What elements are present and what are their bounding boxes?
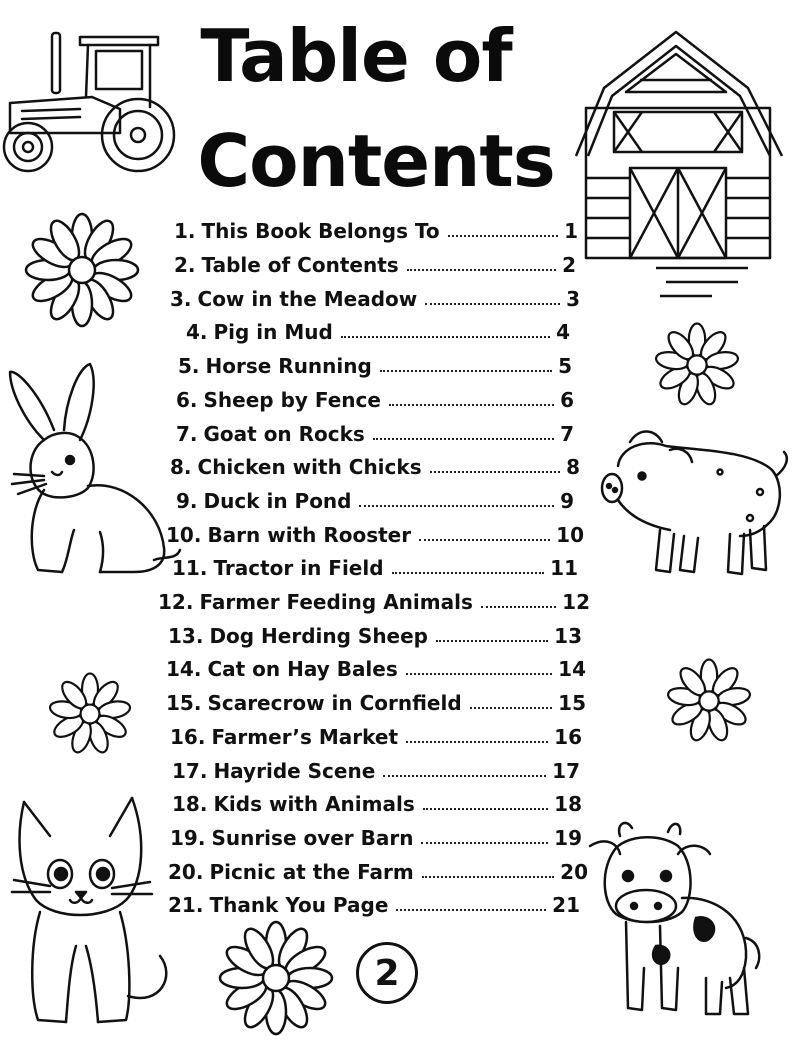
toc-label: Farmer’s Market: [211, 725, 399, 749]
toc-page: 6: [560, 388, 574, 412]
toc-page: 5: [558, 354, 572, 378]
toc-leader: [423, 808, 548, 810]
toc-page: 19: [554, 826, 582, 850]
toc-label: Pig in Mud: [213, 320, 333, 344]
toc-row: [168, 887, 580, 917]
toc-leader: [419, 539, 550, 541]
toc-label: Cat on Hay Bales: [207, 657, 398, 681]
toc-page: 17: [552, 759, 580, 783]
toc-leader: [380, 370, 552, 372]
toc-label: Goat on Rocks: [203, 422, 365, 446]
toc-num: 8.: [170, 455, 192, 479]
toc-page: 8: [566, 455, 580, 479]
toc-leader: [406, 673, 552, 675]
toc-row: [166, 651, 586, 681]
toc-row: [176, 483, 574, 513]
toc-page: 2: [562, 253, 576, 277]
toc-label: Barn with Rooster: [207, 523, 412, 547]
toc-row: [166, 685, 586, 715]
toc-row: [172, 550, 578, 580]
toc-leader: [389, 404, 554, 406]
toc-leader: [422, 876, 554, 878]
tractor-icon: [0, 25, 180, 175]
toc-leader: [481, 606, 556, 608]
toc-num: 2.: [174, 253, 196, 277]
toc-leader: [341, 336, 550, 338]
toc-num: 10.: [166, 523, 202, 547]
toc-label: Hayride Scene: [213, 759, 376, 783]
toc-num: 11.: [172, 556, 208, 580]
toc-row: [172, 753, 580, 783]
rabbit-icon: [4, 360, 184, 585]
barn-icon: [572, 28, 786, 308]
toc-leader: [448, 235, 558, 237]
toc-leader: [373, 438, 554, 440]
toc-leader: [470, 707, 553, 709]
toc-label: Farmer Feeding Animals: [199, 590, 473, 614]
toc-row: [174, 247, 576, 277]
toc-num: 18.: [172, 792, 208, 816]
toc-row: [166, 517, 584, 547]
toc-num: 15.: [166, 691, 202, 715]
toc-page: 10: [556, 523, 584, 547]
toc-leader: [392, 572, 545, 574]
toc-num: 14.: [166, 657, 202, 681]
toc-label: Cow in the Meadow: [197, 287, 418, 311]
toc-leader: [396, 909, 546, 911]
toc-num: 21.: [168, 893, 204, 917]
toc-page: 7: [560, 422, 574, 446]
toc-page: 15: [558, 691, 586, 715]
toc-label: This Book Belongs To: [201, 219, 440, 243]
toc-leader: [383, 775, 546, 777]
toc-page: 21: [552, 893, 580, 917]
toc-leader: [359, 505, 554, 507]
toc-page: 1: [564, 219, 578, 243]
toc-label: Sunrise over Barn: [211, 826, 414, 850]
toc-num: 7.: [176, 422, 198, 446]
toc-row: [174, 213, 578, 243]
toc-row: [178, 348, 572, 378]
toc-row: [158, 584, 590, 614]
toc-num: 6.: [176, 388, 198, 412]
toc-label: Scarecrow in Cornfield: [207, 691, 462, 715]
toc-page: 9: [560, 489, 574, 513]
flower-icon: [666, 658, 752, 744]
toc-page: 13: [554, 624, 582, 648]
toc-num: 20.: [168, 860, 204, 884]
toc-num: 12.: [158, 590, 194, 614]
toc-row: [168, 618, 582, 648]
toc-row: [170, 449, 580, 479]
toc-label: Thank You Page: [209, 893, 389, 917]
toc-page: 16: [554, 725, 582, 749]
toc-leader: [430, 471, 560, 473]
toc-row: [170, 719, 582, 749]
flower-icon: [48, 672, 132, 756]
toc-page: 4: [556, 320, 570, 344]
toc-page: 18: [554, 792, 582, 816]
toc-page: 3: [566, 287, 580, 311]
toc-leader: [407, 269, 556, 271]
toc-num: 9.: [176, 489, 198, 513]
toc-num: 17.: [172, 759, 208, 783]
toc-label: Tractor in Field: [213, 556, 384, 580]
flower-icon: [218, 920, 334, 1036]
toc-label: Duck in Pond: [203, 489, 352, 513]
toc-num: 16.: [170, 725, 206, 749]
page-title-line1: Table of: [200, 14, 512, 98]
toc-label: Table of Contents: [201, 253, 399, 277]
toc-row: [170, 281, 580, 311]
page-number-badge: 2: [356, 942, 418, 1004]
flower-icon: [24, 212, 140, 328]
toc-row: [168, 854, 588, 884]
toc-page: 11: [550, 556, 578, 580]
toc-leader: [425, 303, 560, 305]
page-title-line2: Contents: [197, 119, 555, 203]
toc-leader: [421, 842, 548, 844]
toc-label: Chicken with Chicks: [197, 455, 422, 479]
toc-label: Picnic at the Farm: [209, 860, 414, 884]
toc-num: 3.: [170, 287, 192, 311]
toc-row: [170, 820, 582, 850]
toc-row: [172, 786, 582, 816]
toc-leader: [406, 741, 548, 743]
toc-page: 12: [562, 590, 590, 614]
toc-row: [176, 382, 574, 412]
toc-label: Dog Herding Sheep: [209, 624, 429, 648]
toc-num: 1.: [174, 219, 196, 243]
toc-page: 20: [560, 860, 588, 884]
toc-label: Kids with Animals: [213, 792, 415, 816]
cat-icon: [10, 796, 190, 1036]
toc-num: 4.: [186, 320, 208, 344]
toc-row: [186, 314, 570, 344]
toc-page: 14: [558, 657, 586, 681]
toc-row: [176, 416, 574, 446]
toc-label: Sheep by Fence: [203, 388, 381, 412]
flower-icon: [654, 322, 740, 408]
pig-icon: [600, 422, 792, 582]
toc-leader: [436, 640, 548, 642]
toc-num: 13.: [168, 624, 204, 648]
cow-icon: [586, 818, 762, 1028]
toc-num: 19.: [170, 826, 206, 850]
toc-label: Horse Running: [205, 354, 372, 378]
toc-num: 5.: [178, 354, 200, 378]
